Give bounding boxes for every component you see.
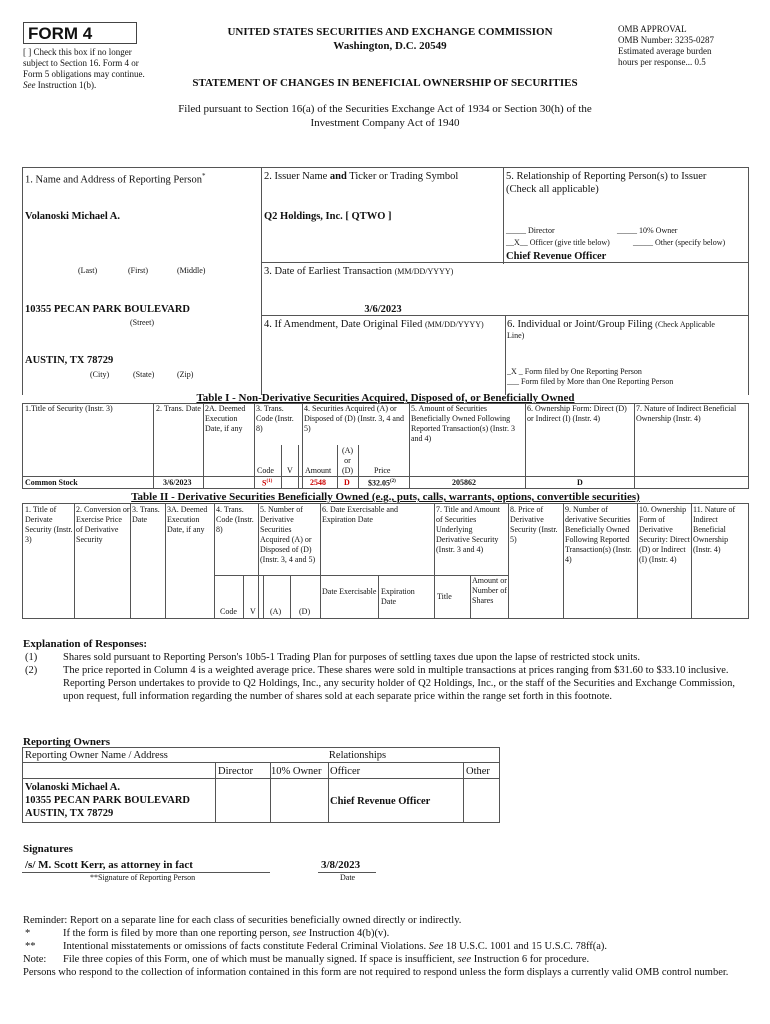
top-border [22,167,749,168]
t2-div-8 [508,503,509,619]
footer-star-text: If the form is filed by more than one reporting person, see Instruction 4(b)(v). [63,928,390,939]
t1-col7: 7. Nature of Indirect Beneficial Ownership (Instr. 4) [636,404,737,423]
ro-rule-1 [22,762,500,763]
t2-col1: 1. Title of Derivate Security (Instr. 3) [25,505,73,544]
ro-col-relationships: Relationships [328,750,387,761]
t2-col6: 6. Date Exercisable and Expiration Date [322,505,398,524]
t2-div-code-v [243,575,244,619]
reminder-text: Reminder: Report on a separate line for each class of securities beneficially owned directly or indirectly. [23,915,462,926]
ro-col-other: Other [466,766,490,777]
caption-zip: (Zip) [177,370,194,379]
footnote-2-num: (2) [25,665,38,676]
t2-col11: 11. Nature of Indirect Beneficial Ownership (Instr. 4) [693,505,736,554]
agency-name: UNITED STATES SECURITIES AND EXCHANGE COMMISSION [227,26,553,38]
t2-sub-exp: Expiration Date [381,587,415,606]
t2-col5: 5. Number of Derivative Securities Acquired (A) or Disposed of (D) (Instr. 3, 4 and 5) [260,505,316,564]
ro-owner-address: Volanoski Michael A. 10355 PECAN PARK BOULEVARD AUSTIN, TX 78729 [25,782,190,819]
footnote-1-text: Shares sold pursuant to Reporting Person's 10b5-1 Trading Plan for purposes of settling taxes due upon the lapse of restricted stock units. [63,652,640,663]
t2-sub-v: V [250,607,256,616]
t1-row-owned: 205862 [452,478,476,487]
caption-middle: (Middle) [177,266,206,275]
t1-sub-v: V [287,466,293,475]
t1-div-ad-price [358,445,359,489]
t2-sub-amount: Amount or Number of Shares [472,576,507,605]
t2-div-3 [165,503,166,619]
t1-row-date: 3/6/2023 [163,478,192,487]
form-title-box [23,22,137,44]
t2-col8: 8. Price of Derivative Security (Instr. 5) [510,505,558,544]
t2-col9: 9. Number of derivative Securities Beneficially Owned Following Reported Transaction(s) (Instr. 4) [565,505,632,564]
t1-sub-amount: Amount [305,466,332,475]
ro-rule-2 [22,778,500,779]
officer-checkbox[interactable]: __X__ Officer (give title below) [506,238,610,247]
officer-title: Chief Revenue Officer [506,251,607,262]
box6-label: 6. Individual or Joint/Group Filing (Check Applicable Line) [507,319,715,340]
t1-row-form: D [577,478,583,487]
reporting-owners-heading: Reporting Owners [23,736,111,748]
t2-sub-d: (D) [299,607,311,616]
ro-col-director: Director [218,766,253,777]
signatures-heading: Signatures [23,843,73,855]
divider-box1 [261,167,262,395]
t1-row-security: Common Stock [25,478,78,487]
ro-col-officer: Officer [330,766,361,777]
reporting-person-name: Volanoski Michael A. [25,211,121,222]
footnote-1-num: (1) [25,652,38,663]
box1-label: 1. Name and Address of Reporting Person* [25,172,206,186]
t2-div-title-amt [470,575,471,619]
footnote-2-text: The price reported in Column 4 is a weighted average price. These shares were sold in multiple transactions at prices ranging from $31.60 to $33.10 inclusive. Reporting Person undertakes to provide to Q2 Holdings, Inc., any security holder of Q2 Holdings, Inc., or the staff of the Securities and Exchange Commission, upon request, full information regarding the number of shares sold at each separate price within the range set forth in this footnote. [63,665,735,702]
box2-label: 2. Issuer Name and Ticker or Trading Symbol [264,171,459,182]
t2-div-9 [563,503,564,619]
footer-persons-text: Persons who respond to the collection of information contained in this form are not required to respond unless the form displays a currently valid OMB control number. [23,967,729,978]
t1-col1: 1.Title of Security (Instr. 3) [25,404,113,413]
ro-div-ten [328,762,329,823]
t1-div-v-amt [298,445,299,489]
t1-col6: 6. Ownership Form: Direct (D) or Indirect (I) (Instr. 4) [527,404,627,423]
box4-label: 4. If Amendment, Date Original Filed (MM/DD/YYYY) [264,319,484,330]
t1-row-price: $32.05$^{(2)}$ [368,478,396,488]
t2-div-a-d [290,575,291,619]
t2-div-2 [130,503,131,619]
ro-col-ten-pct: 10% Owner [271,766,322,777]
t1-col3: 3. Trans. Code (Instr. 8) [256,404,294,433]
t1-row-amount: 2548 [310,478,326,487]
t1-div-code-v [281,445,282,489]
t2-sub-code: Code [220,607,237,616]
issuer-name-ticker: Q2 Holdings, Inc. [ QTWO ] [264,211,392,222]
t2-sub-date-ex: Date Exercisable [322,587,377,596]
caption-last: (Last) [78,266,98,275]
other-checkbox[interactable]: _____ Other (specify below) [633,238,726,247]
right-border-top [748,167,749,395]
t2-col3: 3. Trans. Date [132,505,160,524]
signature-date: 3/8/2023 [321,859,361,871]
t1-row-code: $S^{(1)}$ [262,478,273,488]
ten-pct-owner-checkbox[interactable]: _____ 10% Owner [617,226,678,235]
t1-col2a: 2A. Deemed Execution Date, if any [205,404,246,433]
t2-div-5 [258,503,259,619]
caption-city: (City) [90,370,110,379]
t2-col4: 4. Trans. Code (Instr. 8) [216,505,254,534]
table1-title: Table I - Non-Derivative Securities Acquired, Disposed of, or Beneficially Owned [196,392,575,404]
form-title: FORM 4 [28,24,93,43]
t2-col2: 2. Conversion or Exercise Price of Derivative Security [76,505,130,544]
ro-div-name [215,762,216,823]
t2-sub-title: Title [437,592,452,601]
t2-col3a: 3A. Deemed Execution Date, if any [167,505,208,534]
signature-caption: **Signature of Reporting Person [90,873,196,882]
street-address: 10355 PECAN PARK BOULEVARD [25,304,190,315]
t2-div-6 [320,503,321,619]
footer-note-text: File three copies of this Form, one of which must be manually signed. If space is insufficient, see Instruction 6 for procedure. [63,954,590,965]
t1-row-aord: D [344,478,350,487]
t2-div-7 [434,503,435,619]
signature-date-caption: Date [340,873,356,882]
t2-header-rule [214,575,508,576]
footer-dstar-text: Intentional misstatements or omissions of facts constitute Federal Criminal Violations. See 18 U.S.C. 1001 and 15 U.S.C. 78ff(a). [63,941,608,952]
caption-state: (State) [133,370,155,379]
city-address: AUSTIN, TX 78729 [25,355,114,366]
ro-div-officer [463,762,464,823]
t2-div-10 [637,503,638,619]
t2-col10: 10. Ownership Form of Derivative Security: Direct (D) or Indirect (I) (Instr. 4) [639,505,690,564]
t2-div-ex-exp [378,575,379,619]
ro-col-name: Reporting Owner Name / Address [25,750,168,761]
omb-approval: OMB APPROVAL OMB Number: 3235-0287 Estimated average burden hours per response... 0.5 [618,24,714,67]
box5-label: 5. Relationship of Reporting Person(s) to Issuer (Check all applicable) [506,171,707,195]
caption-street: (Street) [130,318,154,327]
explanation-heading: Explanation of Responses: [23,638,148,650]
t2-col7: 7. Title and Amount of Securities Underlying Derivative Security (Instr. 3 and 4) [436,505,501,554]
t2-div-11 [691,503,692,619]
table2-title: Table II - Derivative Securities Beneficially Owned (e.g., puts, calls, warrants, options, convertible securities) [131,491,640,503]
filed-pursuant-line-2: Investment Company Act of 1940 [310,117,460,129]
t1-col5: 5. Amount of Securities Beneficially Owned Following Reported Transaction(s) (Instr. 3 and 4) [411,404,515,443]
t1-col2: 2. Trans. Date [156,404,201,413]
t2-div-v-a [263,575,264,619]
filed-pursuant-line-1: Filed pursuant to Section 16(a) of the Securities Exchange Act of 1934 or Section 30(h) of the [178,103,592,115]
divider-box5 [503,167,504,264]
t1-sub-aord: (A) or (D) [341,446,354,475]
signature-value: /s/ M. Scott Kerr, as attorney in fact [25,859,193,871]
statement-title: STATEMENT OF CHANGES IN BENEFICIAL OWNERSHIP OF SECURITIES [192,77,578,89]
no-longer-subject-checkbox[interactable]: [ ] Check this box if no longer subject to Section 16. Form 4 or Form 5 obligations may continue. See Instruction 1(b). [23,47,145,90]
left-border-top [22,167,23,395]
one-reporting-person-option[interactable]: _X _ Form filed by One Reporting Person [507,367,642,376]
t2-div-1 [74,503,75,619]
t1-sub-code: Code [257,466,274,475]
earliest-transaction-date: 3/6/2023 [364,304,402,315]
footer-note-label: Note: [23,954,47,965]
t1-col4: 4. Securities Acquired (A) or Disposed of (D) (Instr. 3, 4 and 5) [304,404,404,433]
t2-sub-a: (A) [270,607,282,616]
caption-first: (First) [128,266,148,275]
director-checkbox[interactable]: _____ Director [506,226,555,235]
box3-label: 3. Date of Earliest Transaction (MM/DD/YYYY) [264,266,454,277]
divider-box6 [505,315,506,395]
footer-dstar-mark: ** [25,941,36,952]
footer-star-mark: * [25,928,31,939]
multiple-reporting-persons-option[interactable]: ___ Form filed by More than One Reporting Person [507,377,674,386]
t1-sub-price: Price [374,466,391,475]
box3-top [261,262,505,263]
t2-div-4 [214,503,215,619]
ro-owner-officer-title: Chief Revenue Officer [330,796,431,807]
agency-location: Washington, D.C. 20549 [333,40,447,52]
